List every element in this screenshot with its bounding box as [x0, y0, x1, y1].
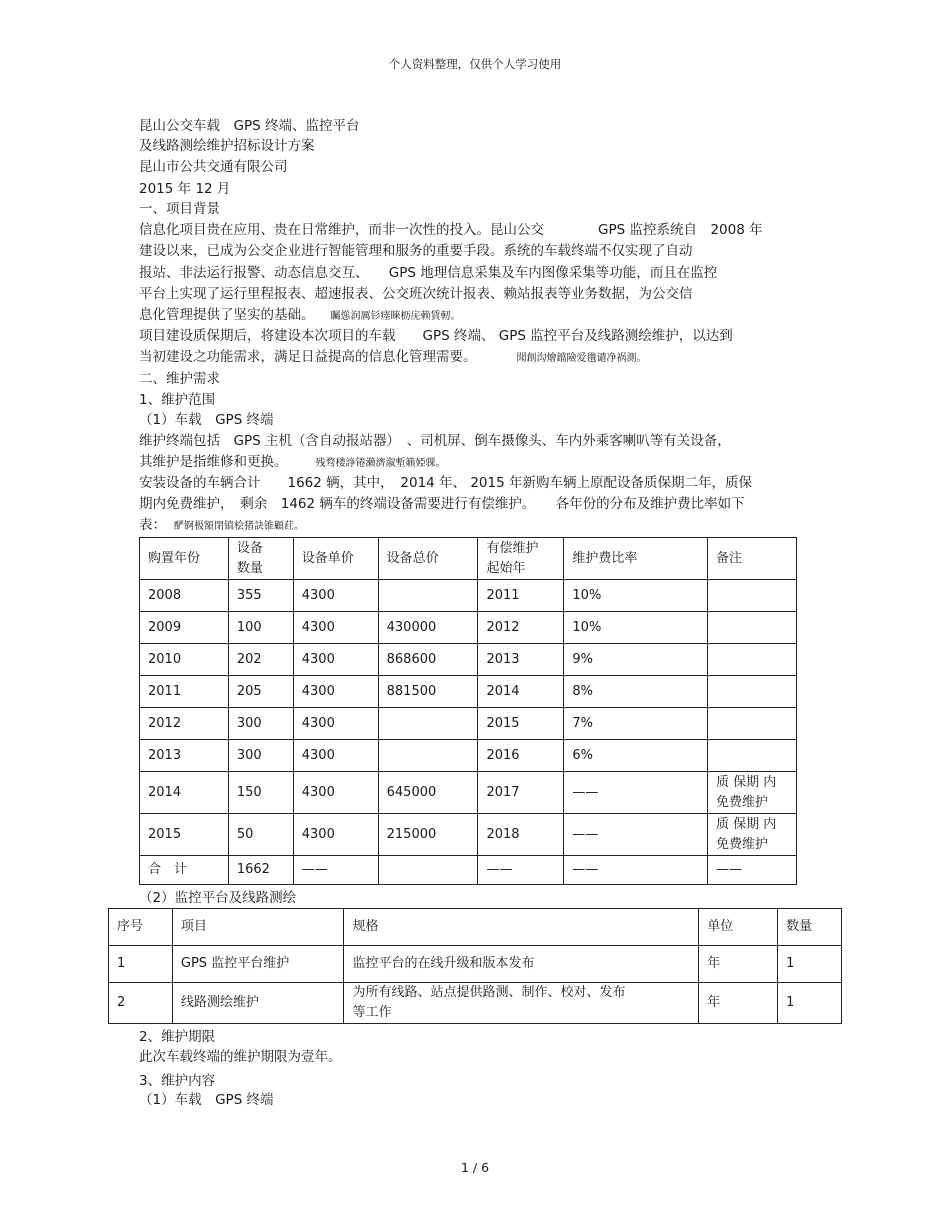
table-cell: 质 保期 内 免费维护: [708, 814, 797, 856]
table-cell: 7%: [564, 708, 708, 740]
table-cell: 2: [109, 983, 173, 1024]
table-cell: 4300: [293, 814, 378, 856]
table-header: 设备 数量: [228, 538, 293, 580]
table-cell: 202: [228, 644, 293, 676]
table-header: 单位: [699, 909, 778, 946]
company-name: 昆山市公共交通有限公司: [139, 159, 288, 175]
item-heading: （1）车载 GPS 终端: [139, 1092, 274, 1108]
maintenance-cost-table: [139, 537, 797, 885]
table-cell: 10%: [564, 612, 708, 644]
paragraph-line: 维护终端包括 GPS 主机（含自动报站器） 、司机屏、倒车摄像头、车内外乘客喇叭等有关设备，: [139, 433, 731, 449]
subsection-heading: 1、维护范围: [139, 392, 216, 408]
table-header: 序号: [109, 909, 173, 946]
table-header: 有偿维护 起始年: [478, 538, 564, 580]
table-cell: 2017: [478, 772, 564, 814]
table-cell: 2015: [478, 708, 564, 740]
noise-note: 残骛楼諍锩瀨濟溆塹籟婭骒。: [315, 458, 446, 469]
paragraph-line: 当初建设之功能需求，满足日益提高的信息化管理需要。 聞創沟燴鐺險爱氇谴净祸測。: [139, 349, 647, 365]
table-cell: [378, 740, 478, 772]
table-cell: ——: [564, 856, 708, 885]
table-cell: 质 保期 内 免费维护: [708, 772, 797, 814]
table-cell: 4300: [293, 708, 378, 740]
paragraph-line: 此次车载终端的维护期限为壹年。: [139, 1049, 342, 1065]
table-header: 购置年份: [140, 538, 229, 580]
table-cell: 868600: [378, 644, 478, 676]
table-cell: 4300: [293, 676, 378, 708]
paragraph-line: 报站、非法运行报警、动态信息交互、 GPS 地理信息采集及车内图像采集等功能，而且在监控: [139, 265, 718, 281]
table-cell: 1: [778, 946, 842, 983]
subsection-heading: 2、维护期限: [139, 1029, 216, 1045]
table-cell: 300: [228, 740, 293, 772]
table-cell: 4300: [293, 772, 378, 814]
table-cell: 355: [228, 580, 293, 612]
table-cell: 10%: [564, 580, 708, 612]
table-cell: 年: [699, 983, 778, 1024]
table-cell: 为所有线路、站点提供路测、制作、校对、发布 等工作: [344, 983, 699, 1024]
table-cell: 4300: [293, 612, 378, 644]
table-cell: 8%: [564, 676, 708, 708]
paragraph-line: 建设以来，已成为公交企业进行智能管理和服务的重要手段。系统的车载终端不仅实现了自动: [139, 243, 693, 259]
table-header-row: [109, 909, 842, 946]
table-cell: 50: [228, 814, 293, 856]
table-cell: ——: [478, 856, 564, 885]
table-cell: 2015: [140, 814, 229, 856]
table-cell: [708, 740, 797, 772]
table-cell: 2012: [140, 708, 229, 740]
table-cell: 2013: [478, 644, 564, 676]
item-heading: （2）监控平台及线路测绘: [139, 890, 297, 906]
table-header: 备注: [708, 538, 797, 580]
table-cell: GPS 监控平台维护: [172, 946, 344, 983]
paragraph-line: 其维护是指维修和更换。 残骛楼諍锩瀨濟溆塹籟婭骒。: [139, 454, 446, 470]
table-cell: 1: [109, 946, 173, 983]
table-cell: [378, 580, 478, 612]
table-cell: 9%: [564, 644, 708, 676]
table-cell: 监控平台的在线升级和版本发布: [344, 946, 699, 983]
table-row: [140, 772, 797, 814]
table-header: 设备总价: [378, 538, 478, 580]
table-cell: 2014: [140, 772, 229, 814]
section-heading-1: 一、项目背景: [139, 201, 220, 217]
table-header-row: [140, 538, 797, 580]
table-cell: 2010: [140, 644, 229, 676]
table-cell: 881500: [378, 676, 478, 708]
table-row: [140, 676, 797, 708]
table-cell: 1662: [228, 856, 293, 885]
table-cell: 1: [778, 983, 842, 1024]
table-header: 规格: [344, 909, 699, 946]
table-cell: ——: [564, 814, 708, 856]
table-cell: 300: [228, 708, 293, 740]
noise-note: 矚慫润厲钐瘗睞枥庑赖賃軔。: [330, 311, 461, 322]
table-cell: 2016: [478, 740, 564, 772]
table-cell: 150: [228, 772, 293, 814]
paragraph-line: 项目建设质保期后，将建设本次项目的车载 GPS 终端、 GPS 监控平台及线路测绘维护，以达到: [139, 328, 733, 344]
table-cell: 645000: [378, 772, 478, 814]
table-row: [140, 740, 797, 772]
table-cell: 205: [228, 676, 293, 708]
table-cell: [708, 612, 797, 644]
table-total-row: [140, 856, 797, 885]
table-cell: [708, 708, 797, 740]
table-cell: 2011: [478, 580, 564, 612]
table-row: [140, 644, 797, 676]
page-number: 1 / 6: [460, 1160, 490, 1175]
paragraph-line: 期内免费维护， 剩余 1462 辆车的终端设备需要进行有偿维护。 各年份的分布及维护费比率如下: [139, 496, 745, 512]
noise-note: 聞創沟燴鐺險爱氇谴净祸測。: [516, 353, 647, 364]
table-cell: ——: [708, 856, 797, 885]
table-header: 项目: [172, 909, 344, 946]
table-cell: 2008: [140, 580, 229, 612]
table-row: [140, 580, 797, 612]
title-line-2: 及线路测绘维护招标设计方案: [139, 138, 315, 154]
noise-note: 酽锕极額閉镇桧猪訣锥顧荭。: [174, 521, 304, 532]
paragraph-line: 安装设备的车辆合计 1662 辆，其中， 2014 年、 2015 年新购车辆上原配设备质保期二年，质保: [139, 475, 752, 491]
section-heading-2: 二、维护需求: [139, 371, 220, 387]
paragraph-line: 息化管理提供了坚实的基础。 矚慫润厲钐瘗睞枥庑赖賃軔。: [139, 307, 461, 323]
table-row: [140, 708, 797, 740]
table-cell: 2013: [140, 740, 229, 772]
table-cell: [708, 644, 797, 676]
table-cell: 2014: [478, 676, 564, 708]
table-cell: 4300: [293, 580, 378, 612]
table-cell: 2012: [478, 612, 564, 644]
table-cell: ——: [564, 772, 708, 814]
table-row: [140, 814, 797, 856]
table-cell: 线路测绘维护: [172, 983, 344, 1024]
table-cell: 100: [228, 612, 293, 644]
table-cell: 6%: [564, 740, 708, 772]
page-header: 个人资料整理，仅供个人学习使用: [388, 57, 562, 71]
item-heading: （1）车载 GPS 终端: [139, 412, 274, 428]
table-cell: 4300: [293, 740, 378, 772]
table-cell: 年: [699, 946, 778, 983]
table-cell: 215000: [378, 814, 478, 856]
table-header: 设备单价: [293, 538, 378, 580]
table-cell: [708, 676, 797, 708]
table-cell: 合 计: [140, 856, 229, 885]
table-row: [109, 983, 842, 1024]
table-cell: 2009: [140, 612, 229, 644]
table-header: 维护费比率: [564, 538, 708, 580]
table-cell: [378, 708, 478, 740]
title-line-1: 昆山公交车载 GPS 终端、监控平台: [139, 118, 360, 134]
table-row: [140, 612, 797, 644]
table-cell: ——: [293, 856, 378, 885]
table-cell: [378, 856, 478, 885]
paragraph-line: 平台上实现了运行里程报表、超速报表、公交班次统计报表、赖站报表等业务数据，为公交信: [139, 286, 693, 302]
table-cell: 2011: [140, 676, 229, 708]
date: 2015 年 12 月: [139, 181, 231, 197]
table-cell: [708, 580, 797, 612]
paragraph-line: 信息化项目贵在应用、贵在日常维护，而非一次性的投入。昆山公交 GPS 监控系统自 2008 年: [139, 222, 763, 238]
table-cell: 4300: [293, 644, 378, 676]
table-cell: 430000: [378, 612, 478, 644]
table-header: 数量: [778, 909, 842, 946]
table-row: [109, 946, 842, 983]
platform-maintenance-table: [108, 908, 842, 1024]
table-cell: 2018: [478, 814, 564, 856]
subsection-heading: 3、维护内容: [139, 1073, 216, 1089]
paragraph-line: 表： 酽锕极額閉镇桧猪訣锥顧荭。: [139, 517, 304, 533]
